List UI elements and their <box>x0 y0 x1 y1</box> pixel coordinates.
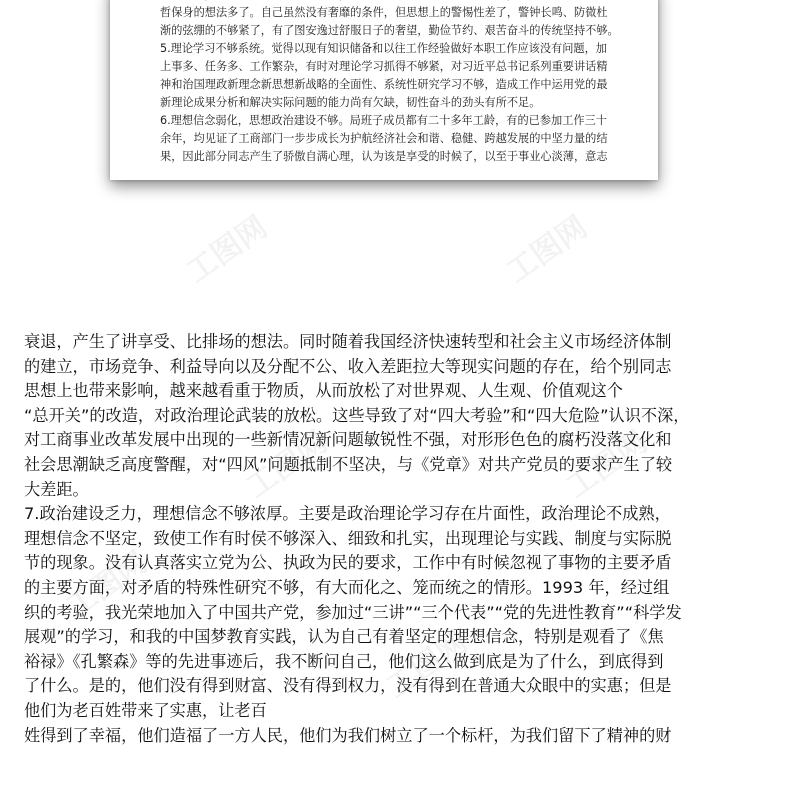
preview-line: 神和治国理政新理念新思想新战略的全面性、系统性研究学习不够，造成工作中运用党的最 <box>160 78 608 91</box>
preview-line: 果，因此部分同志产生了骄傲自满心理，认为该是享受的时候了，以至于事业心淡薄，意志 <box>160 150 608 163</box>
preview-line: 哲保身的想法多了。自己虽然没有奢靡的条件，但思想上的警惕性差了，警钟长鸣、防微杜 <box>160 6 608 19</box>
body-line: 裕禄》《孔繁森》等的先进事迹后，我不断问自己，他们这么做到底是为了什么，到底得到 <box>24 651 664 671</box>
body-line: 他们为老百姓带来了实惠，让老百 <box>24 700 267 720</box>
watermark: 工图网 <box>380 624 474 706</box>
watermark: 工图网 <box>240 424 334 506</box>
body-line: 节的现象。没有认真落实立党为公、执政为民的要求，工作中有时候忽视了事物的主要矛盾 <box>24 553 672 573</box>
preview-line: 新理论成果分析和解决实际问题的能力尚有欠缺，韧性奋斗的劲头有所不足。 <box>160 96 541 109</box>
body-line: “总开关”的改造，对政治理论武装的放松。这些导致了对“四大考验”和“四大危险”认识不深， <box>24 405 690 425</box>
body-line: 大差距。 <box>24 479 89 499</box>
preview-line: 余年，均见证了工商部门一步步成长为护航经济社会和谐、稳健、跨越发展的中坚力量的结 <box>160 132 608 145</box>
body-line: 展观”的学习，和我的中国梦教育实践，认为自己有着坚定的理想信念，特别是观看了《焦 <box>24 627 664 647</box>
body-line: 姓得到了幸福，他们造福了一方人民，他们为我们树立了一个标杆，为我们留下了精神的财 <box>24 725 672 745</box>
body-line: 理想信念不坚定，致使工作有时侯不够深入、细致和扎实，出现理论与实践、制度与实际脱 <box>24 528 672 548</box>
body-line: 了什么。是的，他们没有得到财富、没有得到权力，没有得到在普通大众眼中的实惠；但是 <box>24 676 672 696</box>
body-line: 社会思潮缺乏高度警醒，对“四风”问题抵制不坚决，与《党章》对共产党员的要求产生了较 <box>24 454 673 474</box>
body-line: 7.政治建设乏力，理想信念不够浓厚。主要是政治理论学习存在片面性，政治理论不成熟， <box>24 504 671 524</box>
preview-line: 6.理想信念弱化，思想政治建设不够。局班子成员都有二十多年工龄，有的已参加工作三十 <box>160 114 607 127</box>
watermark: 工图网 <box>560 424 654 506</box>
body-line: 衰退，产生了讲享受、比排场的想法。同时随着我国经济快速转型和社会主义市场经济体制 <box>24 332 672 351</box>
body-line: 思想上也带来影响，越来越看重于物质，从而放松了对世界观、人生观、价值观这个 <box>24 381 623 401</box>
preview-line: 5.理论学习不够系统。觉得以现有知识储备和以往工作经验做好本职工作应该没有问题，加 <box>160 42 607 55</box>
preview-line: 渐的弦绷的不够紧了，有了图安逸过舒服日子的奢望，勤俭节约、艰苦奋斗的传统坚持不够。 <box>160 24 619 37</box>
body-line: 的主要方面，对矛盾的特殊性研究不够，有大而化之、笼而统之的情形。1993 年，经过组 <box>24 577 670 597</box>
document-body <box>24 330 784 748</box>
body-line: 织的考验，我光荣地加入了中国共产党，参加过“三讲”“三个代表”“党的先进性教育”“科学发 <box>24 602 682 622</box>
preview-line: 上事多、任务多、工作繁杂，有时对理论学习抓得不够紧，对习近平总书记系列重要讲话精 <box>160 60 608 73</box>
body-line: 对工商事业改革发展中出现的一些新情况新问题敏锐性不强，对形形色色的腐朽没落文化和 <box>24 430 672 450</box>
body-line: 的建立，市场竞争、利益导向以及分配不公、收入差距拉大等现实问题的存在，给个别同志 <box>24 356 672 376</box>
watermark: 工图网 <box>60 544 154 626</box>
document-preview-card <box>110 0 658 180</box>
preview-area <box>0 0 800 300</box>
